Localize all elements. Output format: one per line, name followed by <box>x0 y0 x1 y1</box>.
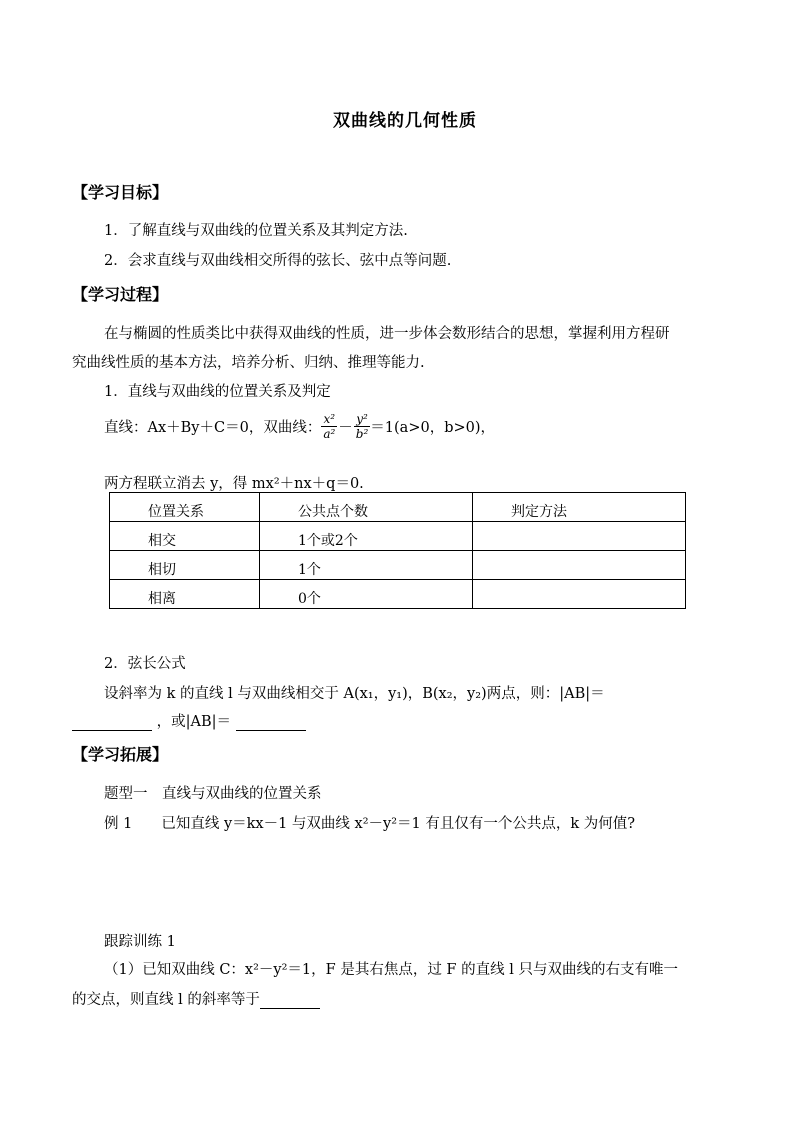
position-relation-table <box>109 492 686 609</box>
minus-sign: － <box>338 420 353 436</box>
practice-line1: （1）已知双曲线 C：x²－y²＝1，F 是其右焦点，过 F 的直线 l 只与双曲线的右支有唯一 <box>104 962 678 978</box>
answer-blank[interactable] <box>236 714 306 731</box>
table-row <box>110 580 686 609</box>
table-header-row <box>110 493 686 522</box>
answer-blank[interactable] <box>260 992 320 1009</box>
table-header: 判定方法 <box>473 493 686 522</box>
chord-or-text: ，或|AB|＝ <box>156 714 232 730</box>
line-equation-prefix: 直线：Ax＋By＋C＝0，双曲线： <box>104 420 322 436</box>
combined-equation: 两方程联立消去 y，得 mx²＋nx＋q＝0. <box>104 476 364 492</box>
table-cell: 相交 <box>110 522 260 551</box>
fraction-denominator: a² <box>323 427 336 441</box>
table-row <box>110 551 686 580</box>
table-header: 位置关系 <box>110 493 260 522</box>
practice-title: 跟踪训练 1 <box>104 934 176 950</box>
process-intro-line2: 究曲线性质的基本方法，培养分析、归纳、推理等能力. <box>72 355 425 371</box>
table-header: 公共点个数 <box>260 493 473 522</box>
answer-blank[interactable] <box>72 714 152 731</box>
fraction-x-over-a <box>321 412 337 441</box>
chord-length-line2 <box>72 710 306 731</box>
process-intro-line1: 在与椭圆的性质类比中获得双曲线的性质，进一步体会数形结合的思想，掌握利用方程研 <box>104 326 670 342</box>
line-equation-suffix: ＝1(a>0，b>0)， <box>370 420 496 436</box>
line-hyperbola-equation <box>104 412 495 441</box>
table-cell: 相切 <box>110 551 260 580</box>
question-type-1: 题型一 直线与双曲线的位置关系 <box>104 786 322 802</box>
table-cell: 相离 <box>110 580 260 609</box>
subsection-2-title: 2．弦长公式 <box>104 656 186 672</box>
goal-item-2: 2．会求直线与双曲线相交所得的弦长、弦中点等问题. <box>104 253 452 269</box>
fraction-numerator: y² <box>354 412 371 427</box>
table-cell: 1个或2个 <box>260 522 473 551</box>
chord-length-line1: 设斜率为 k 的直线 l 与双曲线相交于 A(x₁，y₁)，B(x₂，y₂)两点，则：|AB|＝ <box>104 686 605 702</box>
process-heading: 【学习过程】 <box>72 285 169 304</box>
goals-heading: 【学习目标】 <box>72 183 169 202</box>
page-title: 双曲线的几何性质 <box>333 111 477 131</box>
table-row <box>110 522 686 551</box>
fraction-y-over-b <box>354 412 371 441</box>
table-cell <box>473 522 686 551</box>
table-cell <box>473 551 686 580</box>
table-cell: 1个 <box>260 551 473 580</box>
table-cell <box>473 580 686 609</box>
subsection-1-title: 1．直线与双曲线的位置关系及判定 <box>104 384 331 400</box>
practice-line2-text: 的交点，则直线 l 的斜率等于 <box>72 992 260 1008</box>
practice-line2 <box>72 988 320 1009</box>
fraction-numerator: x² <box>321 412 337 427</box>
fraction-denominator: b² <box>355 427 369 441</box>
table-cell: 0个 <box>260 580 473 609</box>
goal-item-1: 1．了解直线与双曲线的位置关系及其判定方法. <box>104 223 408 239</box>
example-1: 例 1 已知直线 y＝kx－1 与双曲线 x²－y²＝1 有且仅有一个公共点，k 为何值? <box>104 816 636 832</box>
extension-heading: 【学习拓展】 <box>72 745 169 764</box>
